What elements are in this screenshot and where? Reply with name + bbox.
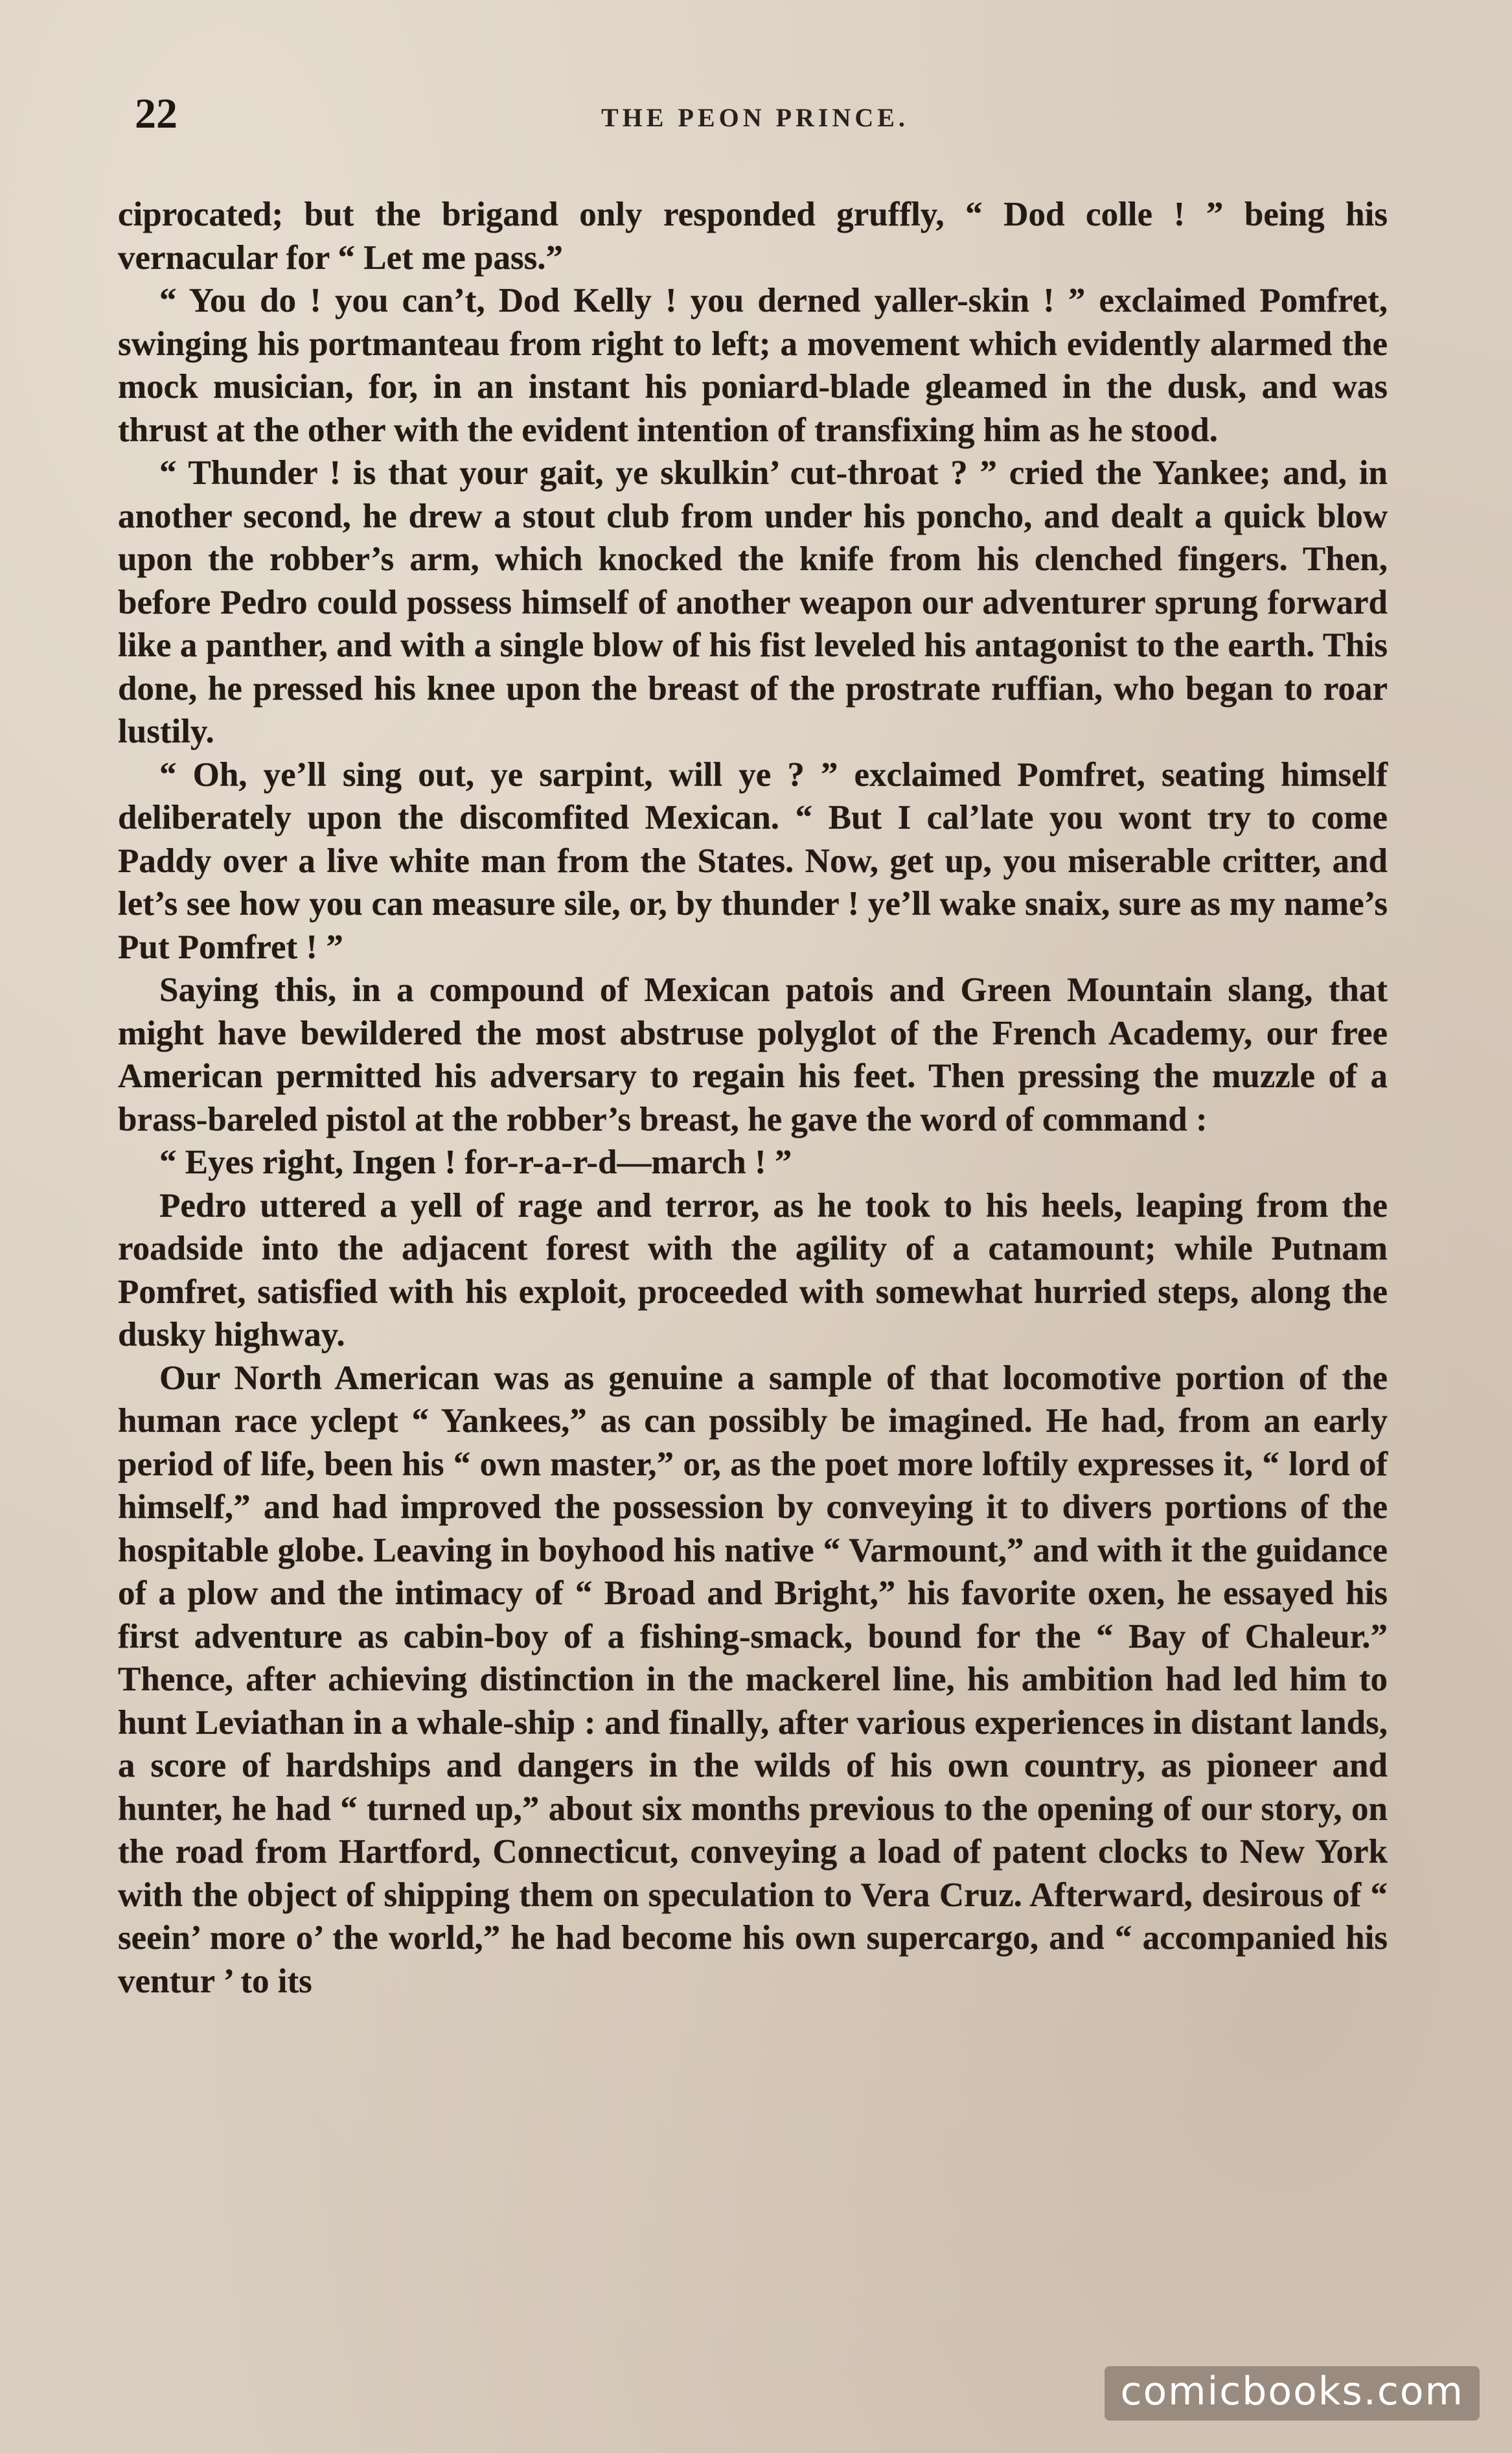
paragraph-continued: ciprocated; but the brigand only responded gruffly, “ Dod colle ! ” being his vernacular for “ Let me pass.”: [118, 196, 1388, 277]
page-header: [135, 89, 1385, 148]
paragraph-saying-this: Saying this, in a compound of Mexican patois and Green Mountain slang, that might have bewildered the most abstruse polyglot of the French Academy, our free American permitted his adversary to regain his feet. Then pressing the muzzle of a brass-bareled pistol at the robber’s breast, he gave the word of command :: [118, 971, 1388, 1138]
paragraph-pedro-flees: Pedro uttered a yell of rage and terror, as he took to his heels, leaping from the roadside into the adjacent forest with the agility of a catamount; while Putnam Pomfret, satisfied with his exploit, proceeded with somewhat hurried steps, along the dusky highway.: [118, 1186, 1388, 1353]
paragraph-sing-out: “ Oh, ye’ll sing out, ye sarpint, will ye ? ” exclaimed Pomfret, seating himself deliberately upon the discomfited Mexican. “ But I cal’late you wont try to come Paddy over a live white man from the States. Now, get up, you miserable critter, and let’s see how you can measure sile, or, by thunder ! ye’ll wake snaix, sure as my name’s Put Pomfret ! ”: [118, 755, 1388, 966]
body-text: [118, 193, 1388, 2003]
watermark: comicbooks.com: [1105, 2366, 1480, 2421]
paragraph-you-do: “ You do ! you can’t, Dod Kelly ! you derned yaller-skin ! ” exclaimed Pomfret, swinging his portmanteau from right to left; a movement which evidently alarmed the mock musician, for, in an instant his poniard-blade gleamed in the dusk, and was thrust at the other with the evident intention of transfixing him as he stood.: [118, 282, 1388, 449]
running-head: THE PEON PRINCE.: [601, 103, 909, 132]
paragraph-north-american: Our North American was as genuine a sample of that locomotive portion of the human race yclept “ Yankees,” as can possibly be imagined. He had, from an early period of life, been his “ own master,” or, as the poet more loftily expresses it, “ lord of himself,” and had improved the possession by conveying it to divers portions of the hospitable globe. Leaving in boyhood his native “ Varmount,” and with it the guidance of a plow and the intimacy of “ Broad and Bright,” his favorite oxen, he essayed his first adventure as cabin-boy of a fishing-smack, bound for the “ Bay of Chaleur.” Thence, after achieving distinction in the mackerel line, his ambition had led him to hunt Leviathan in a whale-ship : and finally, after various experiences in distant lands, a score of hardships and dangers in the wilds of his own country, as pioneer and hunter, he had “ turned up,” about six months previous to the opening of our story, on the road from Hartford, Connecticut, conveying a load of patent clocks to New York with the object of shipping them on speculation to Vera Cruz. Afterward, desirous of “ seein’ more o’ the world,” he had become his own supercargo, and “ accompanied his ventur ’ to its: [118, 1359, 1388, 2000]
page-number: 22: [135, 90, 178, 137]
paragraph-thunder: “ Thunder ! is that your gait, ye skulkin’ cut-throat ? ” cried the Yankee; and, in another second, he drew a stout club from under his poncho, and dealt a quick blow upon the robber’s arm, which knocked the knife from his clenched fingers. Then, before Pedro could possess himself of another weapon our adventurer sprung forward like a panther, and with a single blow of his fist leveled his antagonist to the earth. This done, he pressed his knee upon the breast of the prostrate ruffian, who began to roar lustily.: [118, 454, 1388, 750]
paragraph-eyes-right: “ Eyes right, Ingen ! for-r-a-r-d—march ! ”: [159, 1144, 792, 1181]
